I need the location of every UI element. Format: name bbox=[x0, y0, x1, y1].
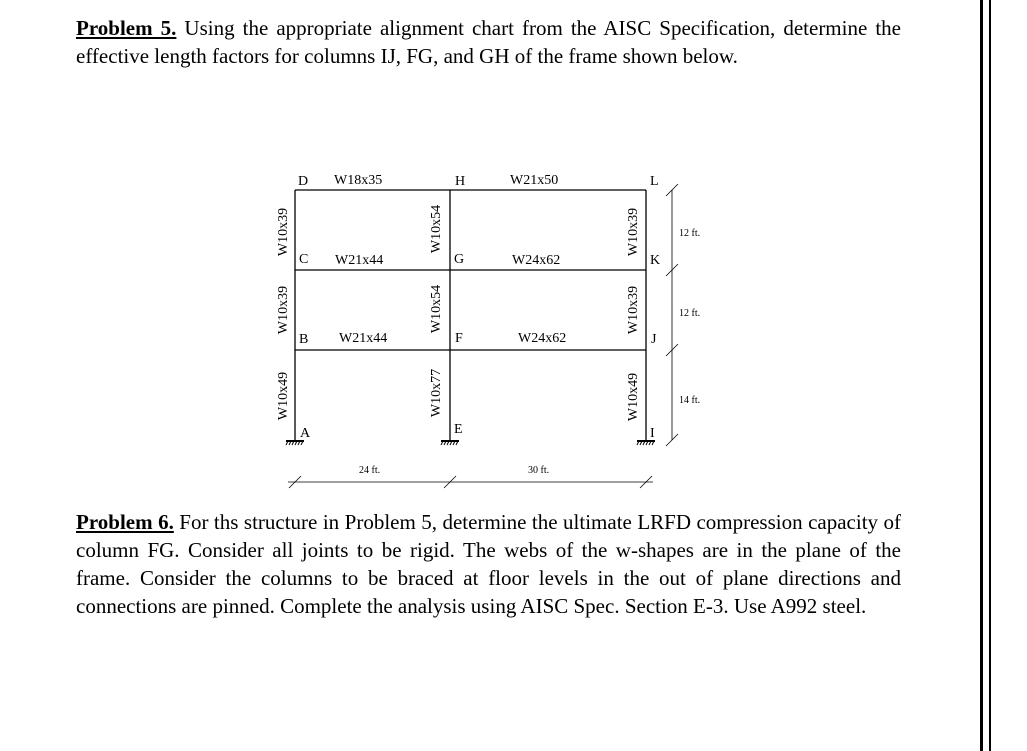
story-dimension-line bbox=[666, 184, 678, 446]
dimension-story-bottom: 14 ft. bbox=[679, 395, 701, 406]
dimension-bay-right: 30 ft. bbox=[528, 465, 550, 476]
node-H: H bbox=[455, 174, 466, 189]
node-L: L bbox=[650, 174, 659, 189]
node-A: A bbox=[300, 426, 311, 441]
beam-label-CG: W21x44 bbox=[335, 253, 384, 268]
column-label-KL: W10x39 bbox=[626, 207, 641, 257]
node-F: F bbox=[455, 331, 463, 346]
dimension-story-mid: 12 ft. bbox=[679, 308, 701, 319]
beam-label-FJ: W24x62 bbox=[518, 331, 567, 346]
column-label-AB: W10x49 bbox=[276, 371, 291, 421]
problem-6-text: For ths structure in Problem 5, determine the ultimate LRFD compression capacity of column FG. Consider all joints to be rigid. The webs of the w-shapes are in the plane of the frame. Consider the columns to be braced at floor levels in the out of plane directions and connections are pinned. Complete the analysis using AISC Spec. Section E-3. Use A992 steel. bbox=[76, 510, 901, 618]
column-label-BC: W10x39 bbox=[276, 285, 291, 335]
column-label-CD: W10x39 bbox=[276, 207, 291, 257]
fixed-support-A bbox=[286, 441, 304, 445]
column-label-FG: W10x54 bbox=[429, 284, 444, 334]
node-B: B bbox=[299, 332, 309, 347]
beam-label-BF: W21x44 bbox=[339, 331, 388, 346]
node-D: D bbox=[298, 174, 309, 189]
problem-5-text: Using the appropriate alignment chart from the AISC Specification, determine the effective length factors for columns IJ, FG, and GH of the frame shown below. bbox=[76, 16, 901, 68]
fixed-support-I bbox=[637, 441, 655, 445]
node-I: I bbox=[650, 426, 655, 441]
column-label-IJ: W10x49 bbox=[626, 372, 641, 422]
problem-5-heading: Problem 5. bbox=[76, 16, 177, 40]
column-label-GH: W10x54 bbox=[429, 204, 444, 254]
beam-label-HL: W21x50 bbox=[510, 173, 559, 188]
column-label-EF: W10x77 bbox=[429, 368, 444, 418]
node-C: C bbox=[299, 252, 309, 267]
beam-label-DH: W18x35 bbox=[334, 173, 383, 188]
node-E: E bbox=[454, 422, 463, 437]
dimension-bay-left: 24 ft. bbox=[359, 465, 381, 476]
node-G: G bbox=[454, 252, 465, 267]
bay-dimension-line bbox=[288, 476, 653, 488]
dimension-story-top: 12 ft. bbox=[679, 228, 701, 239]
column-label-JK: W10x39 bbox=[626, 285, 641, 335]
problem-6 bbox=[76, 508, 901, 620]
fixed-support-E bbox=[441, 441, 459, 445]
node-K: K bbox=[650, 253, 661, 268]
beam-label-GK: W24x62 bbox=[512, 253, 561, 268]
problem-6-heading: Problem 6. bbox=[76, 510, 174, 534]
node-J: J bbox=[651, 332, 657, 347]
